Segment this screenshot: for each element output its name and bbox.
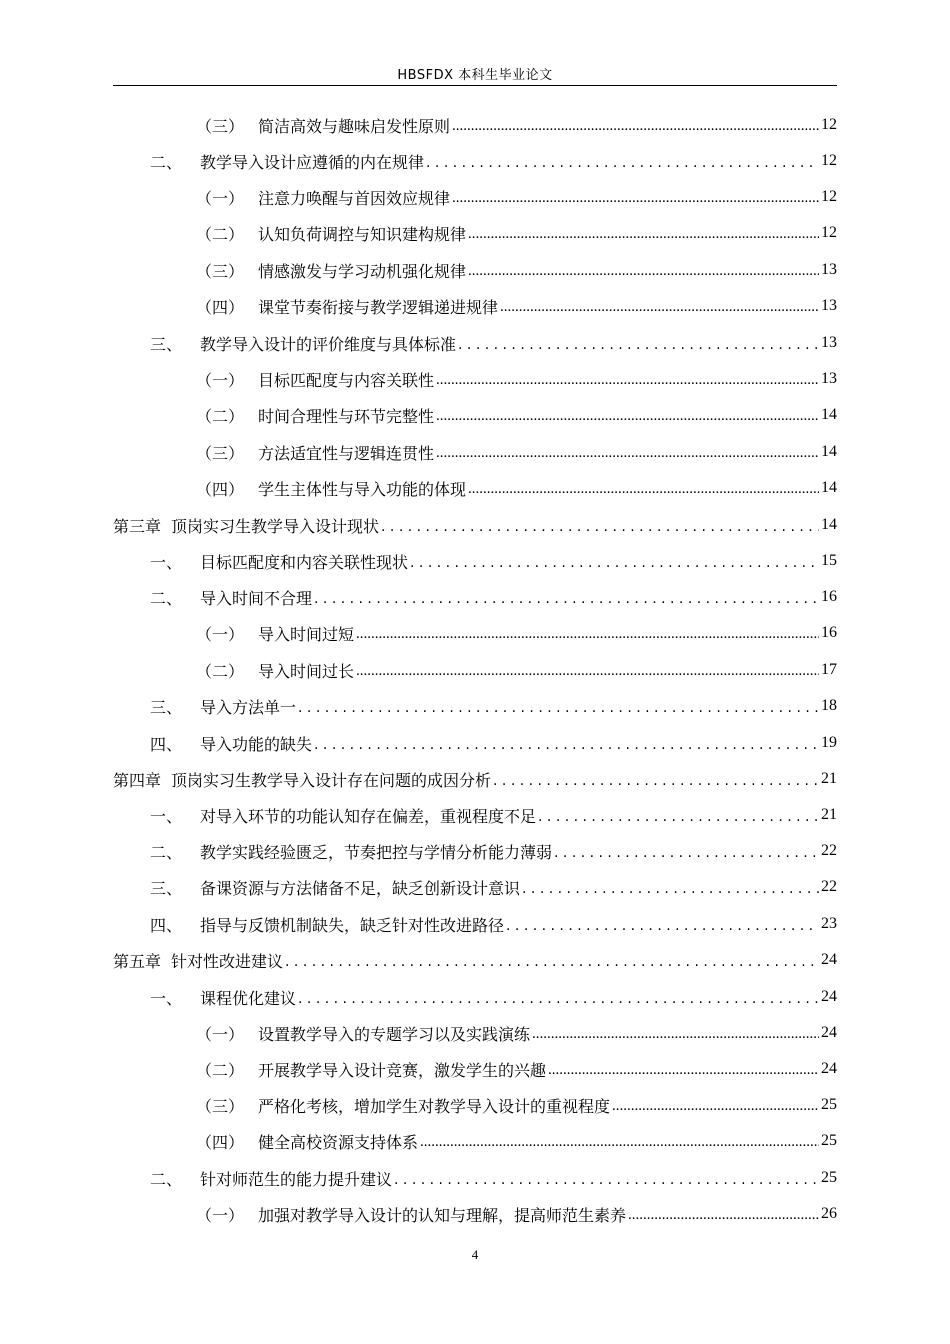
toc-entry xyxy=(150,872,837,902)
toc-dot-leader xyxy=(298,988,819,1007)
toc-entry xyxy=(196,655,837,685)
header-rule xyxy=(113,85,837,86)
toc-entry-page: 17 xyxy=(821,661,837,678)
toc-entry xyxy=(196,400,837,430)
toc-entry-page: 24 xyxy=(821,951,837,968)
toc-entry-page: 13 xyxy=(821,334,837,351)
toc-entry-page: 24 xyxy=(821,1060,837,1077)
toc-entry-title: 导入时间过短 xyxy=(258,624,355,644)
toc-entry-page: 21 xyxy=(821,770,837,787)
toc-entry-title: 导入方法单一 xyxy=(200,697,297,717)
toc-entry-page: 18 xyxy=(821,697,837,714)
toc-entry-title: 加强对教学导入设计的认知与理解，提高师范生素养 xyxy=(258,1205,627,1225)
toc-dot-leader xyxy=(468,223,819,243)
toc-entry-number: 三、 xyxy=(150,697,183,717)
toc-dot-leader xyxy=(314,734,819,753)
toc-entry-number: （三） xyxy=(196,261,245,281)
toc-entry xyxy=(150,146,837,176)
toc-entry-title: 备课资源与方法储备不足，缺乏创新设计意识 xyxy=(200,878,521,898)
toc-dot-leader xyxy=(356,660,819,680)
toc-dot-leader xyxy=(506,915,819,934)
toc-entry-page: 25 xyxy=(821,1169,837,1186)
toc-entry-title: 时间合理性与环节完整性 xyxy=(258,406,435,426)
toc-entry xyxy=(150,800,837,830)
toc-entry-page: 12 xyxy=(821,224,837,241)
toc-entry-number: （四） xyxy=(196,1132,245,1152)
toc-entry xyxy=(113,510,837,540)
toc-entry-page: 19 xyxy=(821,734,837,751)
toc-entry xyxy=(196,618,837,648)
toc-entry xyxy=(196,182,837,212)
running-header: HBSFDX 本科生毕业论文 xyxy=(397,68,553,83)
toc-entry xyxy=(196,1126,837,1156)
toc-entry xyxy=(150,1163,837,1193)
toc-entry xyxy=(196,437,837,467)
toc-entry-title: 针对性改进建议 xyxy=(171,951,284,971)
toc-entry-title: 课程优化建议 xyxy=(200,988,297,1008)
toc-entry xyxy=(196,110,837,140)
toc-entry-page: 15 xyxy=(821,552,837,569)
toc-entry-page: 12 xyxy=(821,188,837,205)
toc-entry-number: 第五章 xyxy=(113,951,162,971)
toc-entry-number: 四、 xyxy=(150,734,183,754)
toc-dot-leader xyxy=(500,296,819,316)
toc-entry-title: 顶岗实习生教学导入设计现状 xyxy=(171,516,380,536)
toc-dot-leader xyxy=(612,1095,819,1115)
toc-dot-leader xyxy=(410,552,819,571)
toc-entry-page: 13 xyxy=(821,261,837,278)
toc-entry xyxy=(150,982,837,1012)
toc-entry-number: 二、 xyxy=(150,152,183,172)
toc-entry-number: （四） xyxy=(196,479,245,499)
toc-entry-title: 导入时间过长 xyxy=(258,661,355,681)
toc-entry-title: 顶岗实习生教学导入设计存在问题的成因分析 xyxy=(171,770,492,790)
toc-entry-title: 严格化考核，增加学生对教学导入设计的重视程度 xyxy=(258,1096,611,1116)
toc-dot-leader xyxy=(493,770,819,789)
toc-dot-leader xyxy=(314,588,819,607)
toc-entry-number: （二） xyxy=(196,406,245,426)
toc-entry-title: 目标匹配度与内容关联性 xyxy=(258,370,435,390)
toc-entry xyxy=(196,1090,837,1120)
toc-dot-leader xyxy=(420,1131,819,1151)
toc-dot-leader xyxy=(285,951,819,970)
toc-dot-leader xyxy=(452,115,819,135)
toc-entry-page: 24 xyxy=(821,1024,837,1041)
toc-entry-number: 二、 xyxy=(150,588,183,608)
toc-dot-leader xyxy=(538,806,819,825)
toc-entry-title: 简洁高效与趣味启发性原则 xyxy=(258,116,451,136)
toc-entry-number: （四） xyxy=(196,297,245,317)
toc-entry-number: （三） xyxy=(196,116,245,136)
toc-dot-leader xyxy=(554,842,819,861)
toc-entry-page: 13 xyxy=(821,297,837,314)
toc-dot-leader xyxy=(468,260,819,280)
toc-entry-number: 第四章 xyxy=(113,770,162,790)
toc-entry xyxy=(196,218,837,248)
toc-entry-number: （一） xyxy=(196,1205,245,1225)
toc-entry-number: 一、 xyxy=(150,552,183,572)
toc-entry-page: 14 xyxy=(821,443,837,460)
toc-entry-number: 一、 xyxy=(150,988,183,1008)
toc-entry-page: 12 xyxy=(821,152,837,169)
toc-entry-title: 开展教学导入设计竞赛，激发学生的兴趣 xyxy=(258,1060,547,1080)
toc-entry-page: 21 xyxy=(821,806,837,823)
toc-entry xyxy=(196,291,837,321)
toc-entry-title: 针对师范生的能力提升建议 xyxy=(200,1169,393,1189)
toc-entry xyxy=(196,255,837,285)
toc-entry-page: 14 xyxy=(821,406,837,423)
toc-entry-title: 健全高校资源支持体系 xyxy=(258,1132,419,1152)
toc-entry-page: 16 xyxy=(821,624,837,641)
page-number: 4 xyxy=(471,1247,479,1262)
toc-entry-title: 课堂节奏衔接与教学逻辑递进规律 xyxy=(258,297,499,317)
toc-entry-number: 二、 xyxy=(150,1169,183,1189)
toc-entry-number: （三） xyxy=(196,1096,245,1116)
toc-entry xyxy=(113,764,837,794)
toc-entry xyxy=(196,1199,837,1229)
toc-dot-leader xyxy=(548,1059,819,1079)
toc-entry-page: 13 xyxy=(821,370,837,387)
toc-entry xyxy=(196,473,837,503)
toc-entry-title: 导入功能的缺失 xyxy=(200,734,313,754)
toc-entry xyxy=(113,945,837,975)
toc-dot-leader xyxy=(436,442,819,462)
toc-entry-page: 25 xyxy=(821,1096,837,1113)
toc-entry xyxy=(196,364,837,394)
toc-entry-page: 23 xyxy=(821,915,837,932)
toc-entry-title: 设置教学导入的专题学习以及实践演练 xyxy=(258,1024,531,1044)
toc-dot-leader xyxy=(394,1169,819,1188)
toc-dot-leader xyxy=(298,697,819,716)
toc-entry-number: 三、 xyxy=(150,878,183,898)
toc-entry-number: 四、 xyxy=(150,915,183,935)
toc-entry xyxy=(150,909,837,939)
toc-entry-title: 教学导入设计应遵循的内在规律 xyxy=(200,152,425,172)
toc-entry-title: 认知负荷调控与知识建构规律 xyxy=(258,224,467,244)
toc-entry xyxy=(150,328,837,358)
toc-entry-number: （一） xyxy=(196,188,245,208)
toc-entry-page: 24 xyxy=(821,988,837,1005)
toc-entry-page: 16 xyxy=(821,588,837,605)
toc-entry-number: （二） xyxy=(196,1060,245,1080)
toc-entry-title: 教学导入设计的评价维度与具体标准 xyxy=(200,334,457,354)
toc-entry-title: 对导入环节的功能认知存在偏差，重视程度不足 xyxy=(200,806,537,826)
toc-entry xyxy=(150,582,837,612)
toc-dot-leader xyxy=(381,516,819,535)
toc-entry xyxy=(150,546,837,576)
toc-entry-title: 方法适宜性与逻辑连贯性 xyxy=(258,443,435,463)
toc-entry-number: 二、 xyxy=(150,842,183,862)
toc-entry-number: （一） xyxy=(196,370,245,390)
toc-entry-number: （二） xyxy=(196,224,245,244)
toc-entry-number: 第三章 xyxy=(113,516,162,536)
toc-dot-leader xyxy=(522,878,819,897)
toc-entry-page: 22 xyxy=(821,878,837,895)
toc-dot-leader xyxy=(436,405,819,425)
toc-entry-title: 注意力唤醒与首因效应规律 xyxy=(258,188,451,208)
toc-entry-page: 14 xyxy=(821,516,837,533)
toc-entry xyxy=(150,728,837,758)
toc-entry-title: 目标匹配度和内容关联性现状 xyxy=(200,552,409,572)
toc-entry-number: （三） xyxy=(196,443,245,463)
toc-entry-number: （一） xyxy=(196,624,245,644)
toc-entry-title: 教学实践经验匮乏，节奏把控与学情分析能力薄弱 xyxy=(200,842,553,862)
toc-entry-page: 14 xyxy=(821,479,837,496)
toc-entry-title: 指导与反馈机制缺失，缺乏针对性改进路径 xyxy=(200,915,505,935)
toc-dot-leader xyxy=(426,152,819,171)
toc-entry xyxy=(196,1054,837,1084)
toc-dot-leader xyxy=(436,369,819,389)
toc-dot-leader xyxy=(628,1204,819,1224)
toc-entry-number: 一、 xyxy=(150,806,183,826)
toc-entry-title: 情感激发与学习动机强化规律 xyxy=(258,261,467,281)
toc-dot-leader xyxy=(468,478,819,498)
toc-entry-page: 22 xyxy=(821,842,837,859)
toc-dot-leader xyxy=(458,334,819,353)
toc-entry-page: 26 xyxy=(821,1205,837,1222)
toc-entry xyxy=(150,836,837,866)
toc-dot-leader xyxy=(452,187,819,207)
toc-dot-leader xyxy=(356,623,819,643)
toc-dot-leader xyxy=(532,1023,819,1043)
toc-entry-title: 学生主体性与导入功能的体现 xyxy=(258,479,467,499)
toc-entry-number: （二） xyxy=(196,661,245,681)
toc-entry-number: 三、 xyxy=(150,334,183,354)
toc-entry xyxy=(196,1018,837,1048)
toc-entry-page: 25 xyxy=(821,1132,837,1149)
toc-entry-title: 导入时间不合理 xyxy=(200,588,313,608)
toc-entry xyxy=(150,691,837,721)
toc-entry-page: 12 xyxy=(821,116,837,133)
toc-entry-number: （一） xyxy=(196,1024,245,1044)
